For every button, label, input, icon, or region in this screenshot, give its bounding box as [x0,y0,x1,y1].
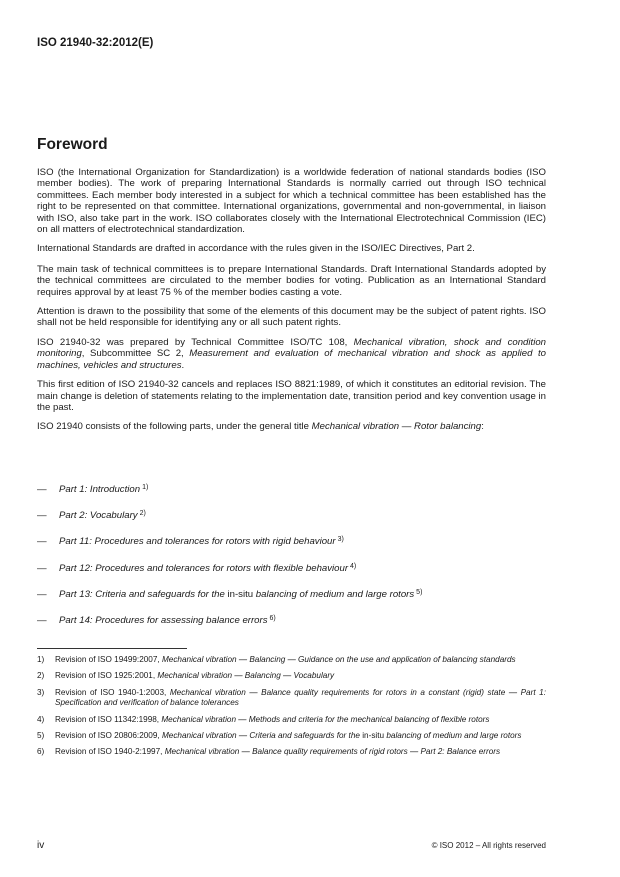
page-title: Foreword [37,136,108,153]
paragraph-prepared-by: ISO 21940-32 was prepared by Technical Committee ISO/TC 108, Mechanical vibration, shock and condition monitoring, Subcommittee SC 2, Measurement and evaluation of mechanical vibration and shock as applied to machines, vehicles and structures. [37,336,546,371]
footnote: 5) Revision of ISO 20806:2009, Mechanical vibration — Criteria and safeguards for the in-situ balancing of medium and large rotors [37,731,522,741]
footnote: 6) Revision of ISO 1940-2:1997, Mechanical vibration — Balance quality requirements of rigid rotors — Part 2: Balance errors [37,747,501,757]
document-id: ISO 21940-32:2012(E) [37,37,154,49]
paragraph-patent: Attention is drawn to the possibility that some of the elements of this document may be the subject of patent rights. ISO shall not be held responsible for identifying any or all such patent rights. [37,306,546,329]
paragraph-edition: This first edition of ISO 21940-32 cancels and replaces ISO 8821:1989, of which it constitutes an editorial revision. The main change is deletion of statements relating to the implementation date, transition period and key convention usage in the past. [37,379,546,413]
paragraph-parts-intro: ISO 21940 consists of the following parts, under the general title Mechanical vibration — Rotor balancing: [37,421,484,433]
list-item: — Part 12: Procedures and tolerances for rotors with flexible behaviour $^{4)}$ [37,562,357,574]
footnotes [37,655,546,764]
list-item: — Part 13: Criteria and safeguards for the in-situ balancing of medium and large rotors $^{5)}$ [37,588,423,600]
footnote-divider [37,648,187,649]
copyright: © ISO 2012 – All rights reserved [431,841,546,850]
foreword-body [37,167,546,441]
paragraph-main-task: The main task of technical committees is to prepare International Standards. Draft International Standards adopted by the technical committees are circulated to the member bodies for voting. Publication as an International Standard requires approval by at least 75 % of the member bodies casting a vote. [37,263,546,298]
footnote: 4) Revision of ISO 11342:1998, Mechanical vibration — Methods and criteria for the mechanical balancing of flexible rotors [37,714,490,724]
list-item: — Part 14: Procedures for assessing balance errors $^{6)}$ [37,614,276,626]
list-item: — Part 11: Procedures and tolerances for rotors with rigid behaviour $^{3)}$ [37,536,344,548]
footnote: 2) Revision of ISO 1925:2001, Mechanical vibration — Balancing — Vocabulary [37,671,335,681]
parts-list [37,484,422,641]
page-number: iv [37,840,45,851]
list-item: — Part 2: Vocabulary $^{2)}$ [37,510,146,522]
footnote: 3) Revision of ISO 1940-1:2003, Mechanical vibration — Balance quality requirements for rotors in a constant (rigid) state — Part 1: Specification and verification of balance tolerances [37,687,546,708]
list-item: — Part 1: Introduction $^{1)}$ [37,484,149,495]
paragraph-iso-intro: ISO (the International Organization for Standardization) is a worldwide federation of national standards bodies (ISO member bodies). The work of preparing International Standards is normally carried out through ISO technical committees. Each member body interested in a subject for which a technical committee has been established has the right to be represented on that committee. International organizations, governmental and non-governmental, in liaison with ISO, also take part in the work. ISO collaborates closely with the International Electrotechnical Commission (IEC) on all matters of electrotechnical standardization. [37,167,546,236]
paragraph-directives: International Standards are drafted in accordance with the rules given in the ISO/IEC Directives, Part 2. [37,243,475,255]
footnote: 1) Revision of ISO 19499:2007, Mechanical vibration — Balancing — Guidance on the use and application of balancing standards [37,655,516,664]
